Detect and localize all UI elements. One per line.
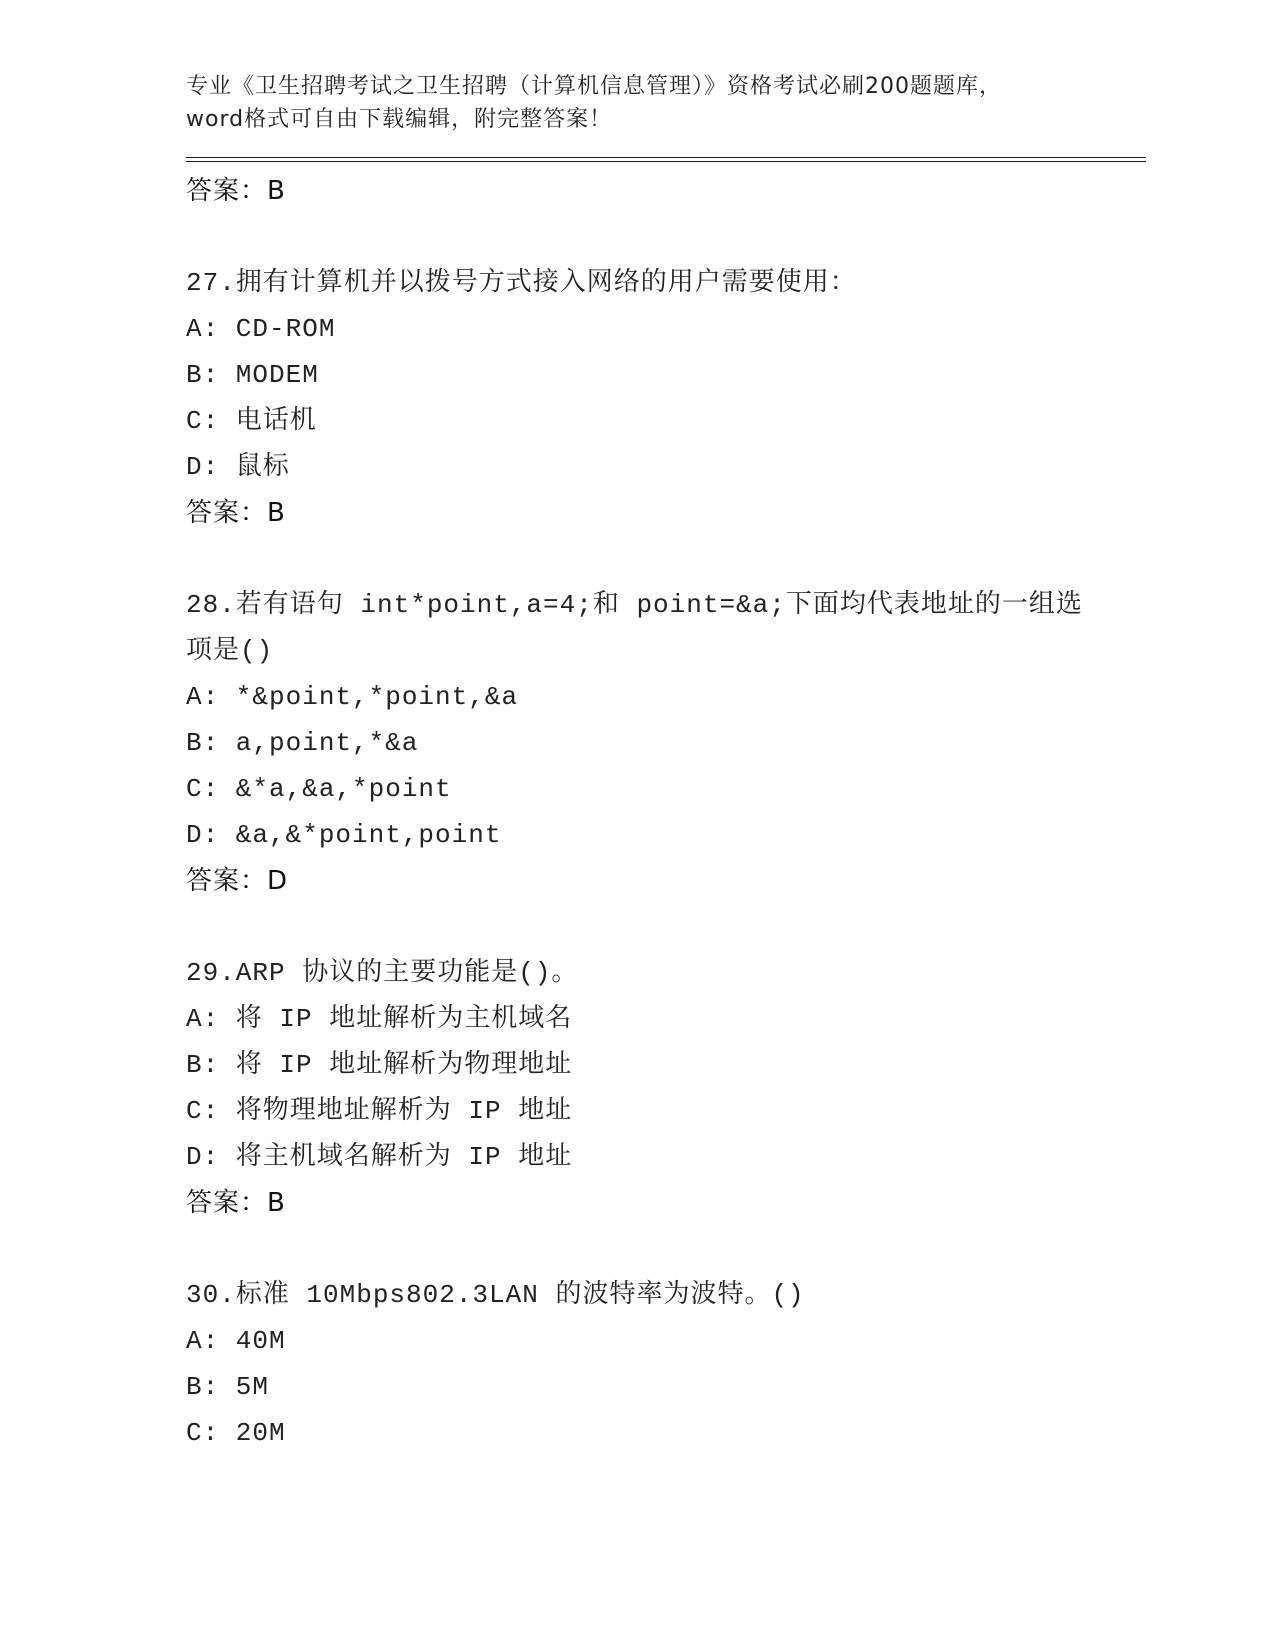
question-stem: 28.若有语句 int*point,a=4;和 point=&a;下面均代表地址的一组选项是() bbox=[186, 590, 1083, 666]
option-a: A: 将 IP 地址解析为主机域名 bbox=[186, 1004, 573, 1034]
document-page bbox=[186, 70, 1146, 1456]
option-a: A: CD-ROM bbox=[186, 314, 336, 344]
option-b: B: MODEM bbox=[186, 360, 319, 390]
option-b: B: 将 IP 地址解析为物理地址 bbox=[186, 1050, 573, 1080]
option-c: C: 将物理地址解析为 IP 地址 bbox=[186, 1096, 573, 1126]
question-stem: 30.标准 10Mbps802.3LAN 的波特率为波特。() bbox=[186, 1280, 805, 1310]
question-block-30 bbox=[186, 1272, 1146, 1456]
answer-line: 答案：B bbox=[186, 1188, 286, 1218]
question-stem: 29.ARP 协议的主要功能是()。 bbox=[186, 958, 579, 988]
option-a: A: *&point,*point,&a bbox=[186, 682, 519, 712]
option-b: B: a,point,*&a bbox=[186, 728, 419, 758]
header-line-1: 专业《卫生招聘考试之卫生招聘（计算机信息管理）》资格考试必刷200题题库， bbox=[186, 74, 1002, 99]
option-b: B: 5M bbox=[186, 1372, 270, 1402]
option-d: D: 鼠标 bbox=[186, 452, 290, 482]
option-a: A: 40M bbox=[186, 1326, 286, 1356]
question-block-28 bbox=[186, 582, 1146, 904]
question-block-27 bbox=[186, 260, 1146, 536]
option-d: D: 将主机域名解析为 IP 地址 bbox=[186, 1142, 573, 1172]
document-header bbox=[186, 70, 1146, 136]
question-stem: 27.拥有计算机并以拨号方式接入网络的用户需要使用： bbox=[186, 268, 857, 298]
option-c: C: 电话机 bbox=[186, 406, 317, 436]
question-block-29 bbox=[186, 950, 1146, 1226]
answer-line: 答案：D bbox=[186, 866, 289, 896]
answer-line: 答案：B bbox=[186, 498, 286, 528]
header-line-2: word格式可自由下载编辑，附完整答案！ bbox=[186, 107, 613, 132]
answer-line: 答案：B bbox=[186, 176, 286, 206]
option-c: C: &*a,&a,*point bbox=[186, 774, 452, 804]
option-c: C: 20M bbox=[186, 1418, 286, 1448]
option-d: D: &a,&*point,point bbox=[186, 820, 502, 850]
header-divider bbox=[186, 157, 1146, 162]
